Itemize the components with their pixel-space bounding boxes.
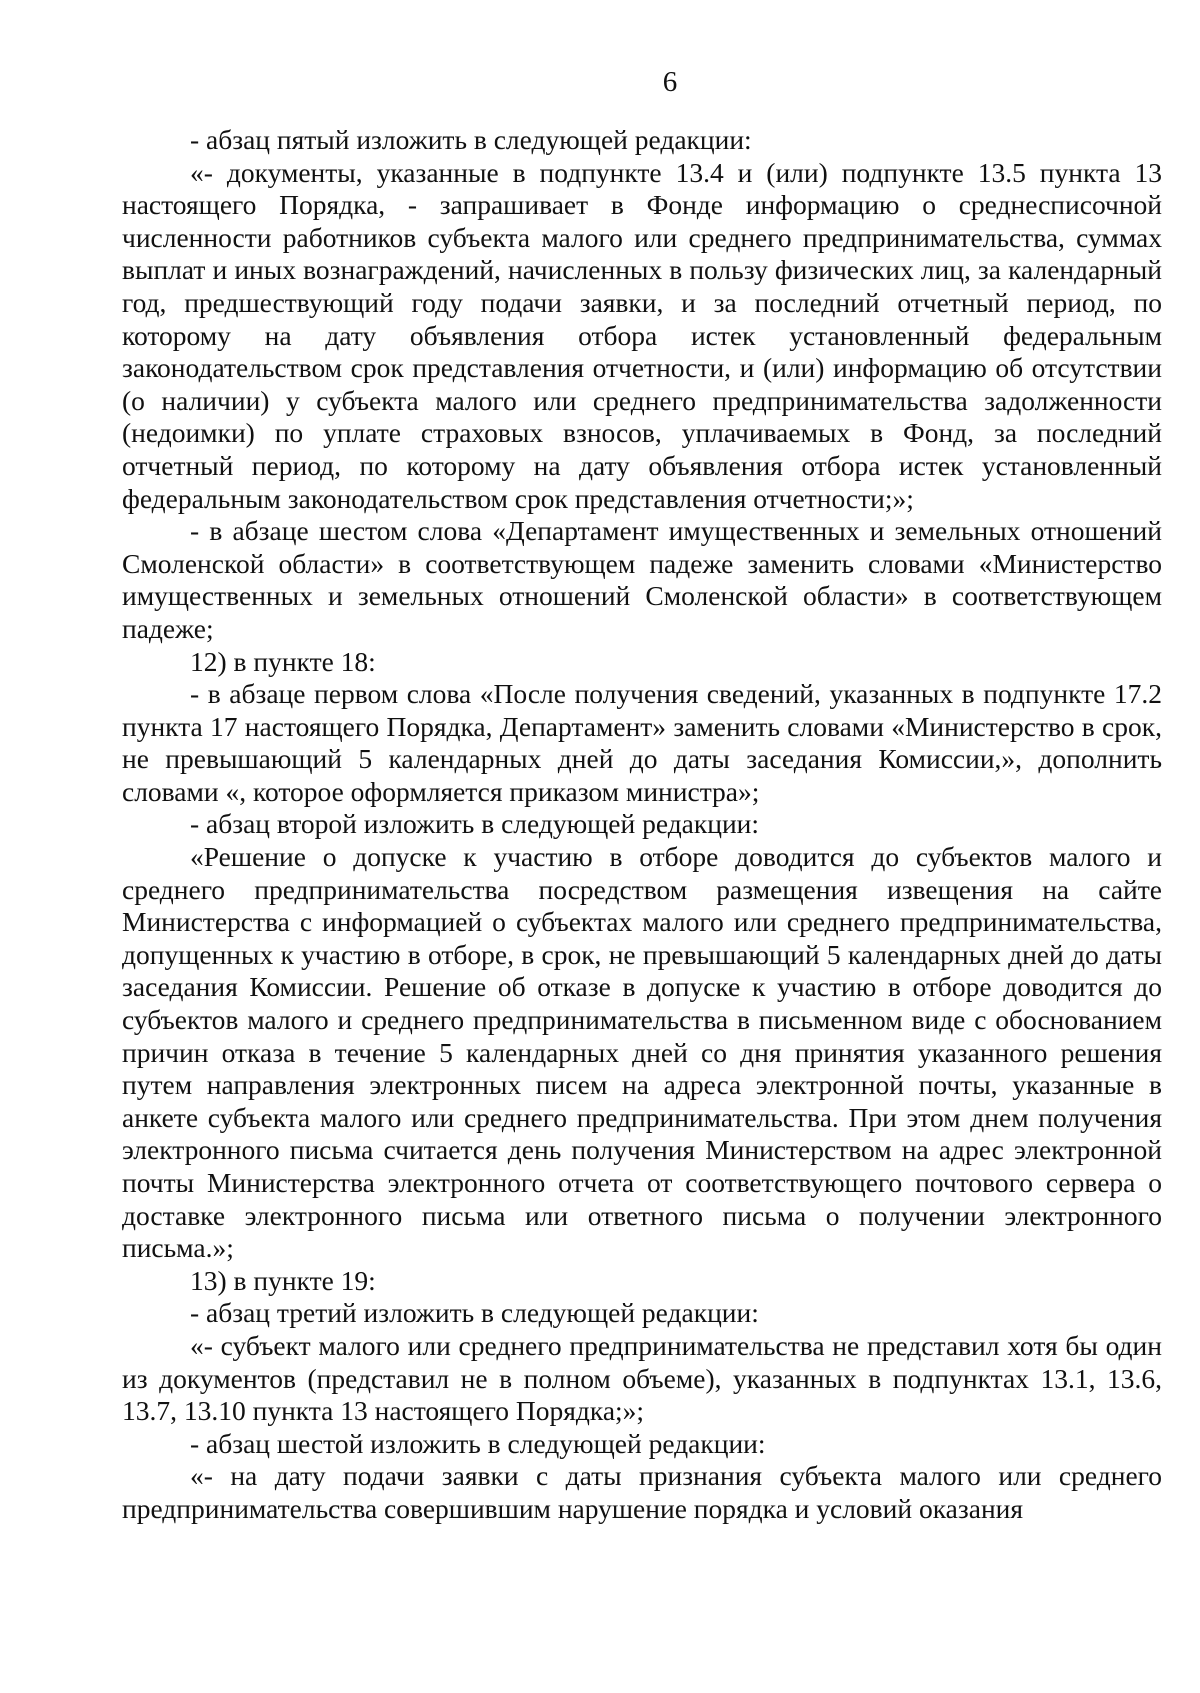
paragraph: «- на дату подачи заявки с даты признания субъекта малого или среднего предпринимательства совершившим нарушение порядка и условий оказания [122, 1460, 1162, 1524]
paragraph: - в абзаце шестом слова «Департамент имущественных и земельных отношений Смоленской области» в соответствующем падеже заменить словами «Министерство имущественных и земельных отношений Смоленской области» в соответствующем падеже; [122, 515, 1162, 644]
paragraph: 13) в пункте 19: [190, 1264, 376, 1296]
paragraph: - абзац второй изложить в следующей редакции: [190, 808, 760, 840]
paragraph: - абзац шестой изложить в следующей редакции: [190, 1427, 766, 1459]
paragraph: 12) в пункте 18: [190, 645, 376, 677]
paragraph: «- субъект малого или среднего предпринимательства не представил хотя бы один из документов (представил не в полном объеме), указанных в подпунктах 13.1, 13.6, 13.7, 13.10 пункта 13 настоящего Порядка;»; [122, 1329, 1162, 1427]
page-number: 6 [662, 66, 678, 98]
paragraph: - абзац третий изложить в следующей редакции: [190, 1297, 759, 1329]
paragraph: «Решение о допуске к участию в отборе доводится до субъектов малого и среднего предпринимательства посредством размещения извещения на сайте Министерства с информацией о субъектах малого или среднего предпринимательства, допущенных к участию в отборе, в срок, не превышающий 5 календарных дней до даты заседания Комиссии. Решение об отказе в допуске к участию в отборе доводится до субъектов малого и среднего предпринимательства в письменном виде с обоснованием причин отказа в течение 5 календарных дней со дня принятия указанного решения путем направления электронных писем на адреса электронной почты, указанные в анкете субъекта малого или среднего предпринимательства. При этом днем получения электронного письма считается день получения Министерством на адрес электронной почты Министерства электронного отчета от соответствующего почтового сервера о доставке электронного письма или ответного письма о получении электронного письма.»; [122, 841, 1162, 1264]
paragraph: - абзац пятый изложить в следующей редакции: [190, 124, 752, 155]
paragraph: «- документы, указанные в подпункте 13.4 и (или) подпункте 13.5 пункта 13 настоящего Порядка, - запрашивает в Фонде информацию о среднесписочной численности работников субъекта малого или среднего предпринимательства, суммах выплат и иных вознаграждений, начисленных в пользу физических лиц, за календарный год, предшествующий году подачи заявки, и за последний отчетный период, по которому на дату объявления отбора истек установленный федеральным законодательством срок представления отчетности, и (или) информацию об отсутствии (о наличии) у субъекта малого или среднего предпринимательства задолженности (недоимки) по уплате страховых взносов, уплачиваемых в Фонд, за последний отчетный период, по которому на дату объявления отбора истек установленный федеральным законодательством срок представления отчетности;»; [122, 156, 1162, 514]
document-body [122, 124, 1162, 1526]
paragraph: - в абзаце первом слова «После получения сведений, указанных в подпункте 17.2 пункта 17 настоящего Порядка, Департамент» заменить словами «Министерство в срок, не превышающий 5 календарных дней до даты заседания Комиссии,», дополнить словами «, которое оформляется приказом министра»; [122, 678, 1162, 807]
